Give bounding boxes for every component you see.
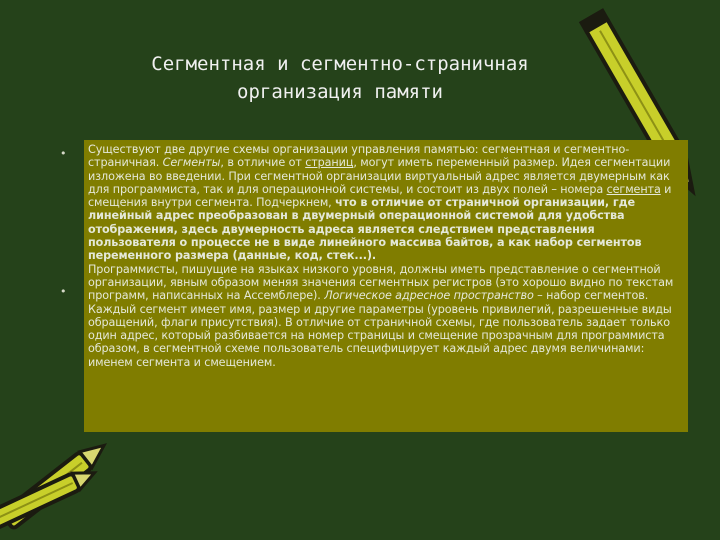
term-segment: сегмента	[606, 182, 661, 196]
term-logical-address-space: Логическое адресное пространство	[324, 289, 534, 303]
slide-title	[90, 50, 590, 106]
paragraph-2	[88, 263, 680, 369]
title-line-2: организация памяти	[237, 81, 443, 103]
content-box	[84, 140, 688, 432]
pencil-icon	[0, 455, 100, 540]
paragraph-1-text: Существуют две другие схемы организации управления памятью: сегментная и сегментно-страничная.	[88, 143, 630, 170]
paragraph-1	[88, 143, 680, 263]
bullet-2: •	[60, 285, 67, 298]
title-line-1: Сегментная и сегментно-страничная	[151, 53, 529, 75]
term-pages: страниц	[305, 156, 354, 170]
paragraph-1-text: , могут иметь переменный размер. Идея сегментации изложена во введении. При сегментной организации виртуальный адрес является двумерным как для программиста, так и для операционной системы, и состоит из двух полей – номера	[88, 156, 671, 196]
paragraph-2-text: Программисты, пишущие на языках низкого уровня, должны иметь представление о сегментной организации, явным образом меняя значения сегментных регистров (это хорошо видно по текстам программ, написанных на Ассемблере).	[88, 262, 674, 303]
paragraph-1-bold: что в отличие от страничной организации, где линейный адрес преобразован в двумерный операционной системой для удобства отображения, здесь двумерность адреса является следствием представления пользователя о процессе не в виде линейного массива байтов, а как набор сегментов переменного размера (данные, код, стек...).	[88, 196, 642, 263]
bullet-1: •	[60, 147, 67, 160]
paragraph-2-text: – набор сегментов. Каждый сегмент имеет имя, размер и другие параметры (уровень привилегий, разрешенные виды обращений, флаги присутствия). В отличие от страничной схемы, где пользователь задает только один адрес, который разбивается на номер страницы и смещение прозрачным для программиста образом, в сегментной схеме пользователь специфицирует каждый адрес двумя величинами: именем сегмента и смещением.	[88, 289, 672, 369]
paragraph-1-text: и смещения внутри сегмента. Подчеркнем,	[88, 182, 672, 210]
term-segments: Сегменты	[162, 156, 221, 170]
paragraph-1-text: , в отличие от	[220, 156, 306, 170]
